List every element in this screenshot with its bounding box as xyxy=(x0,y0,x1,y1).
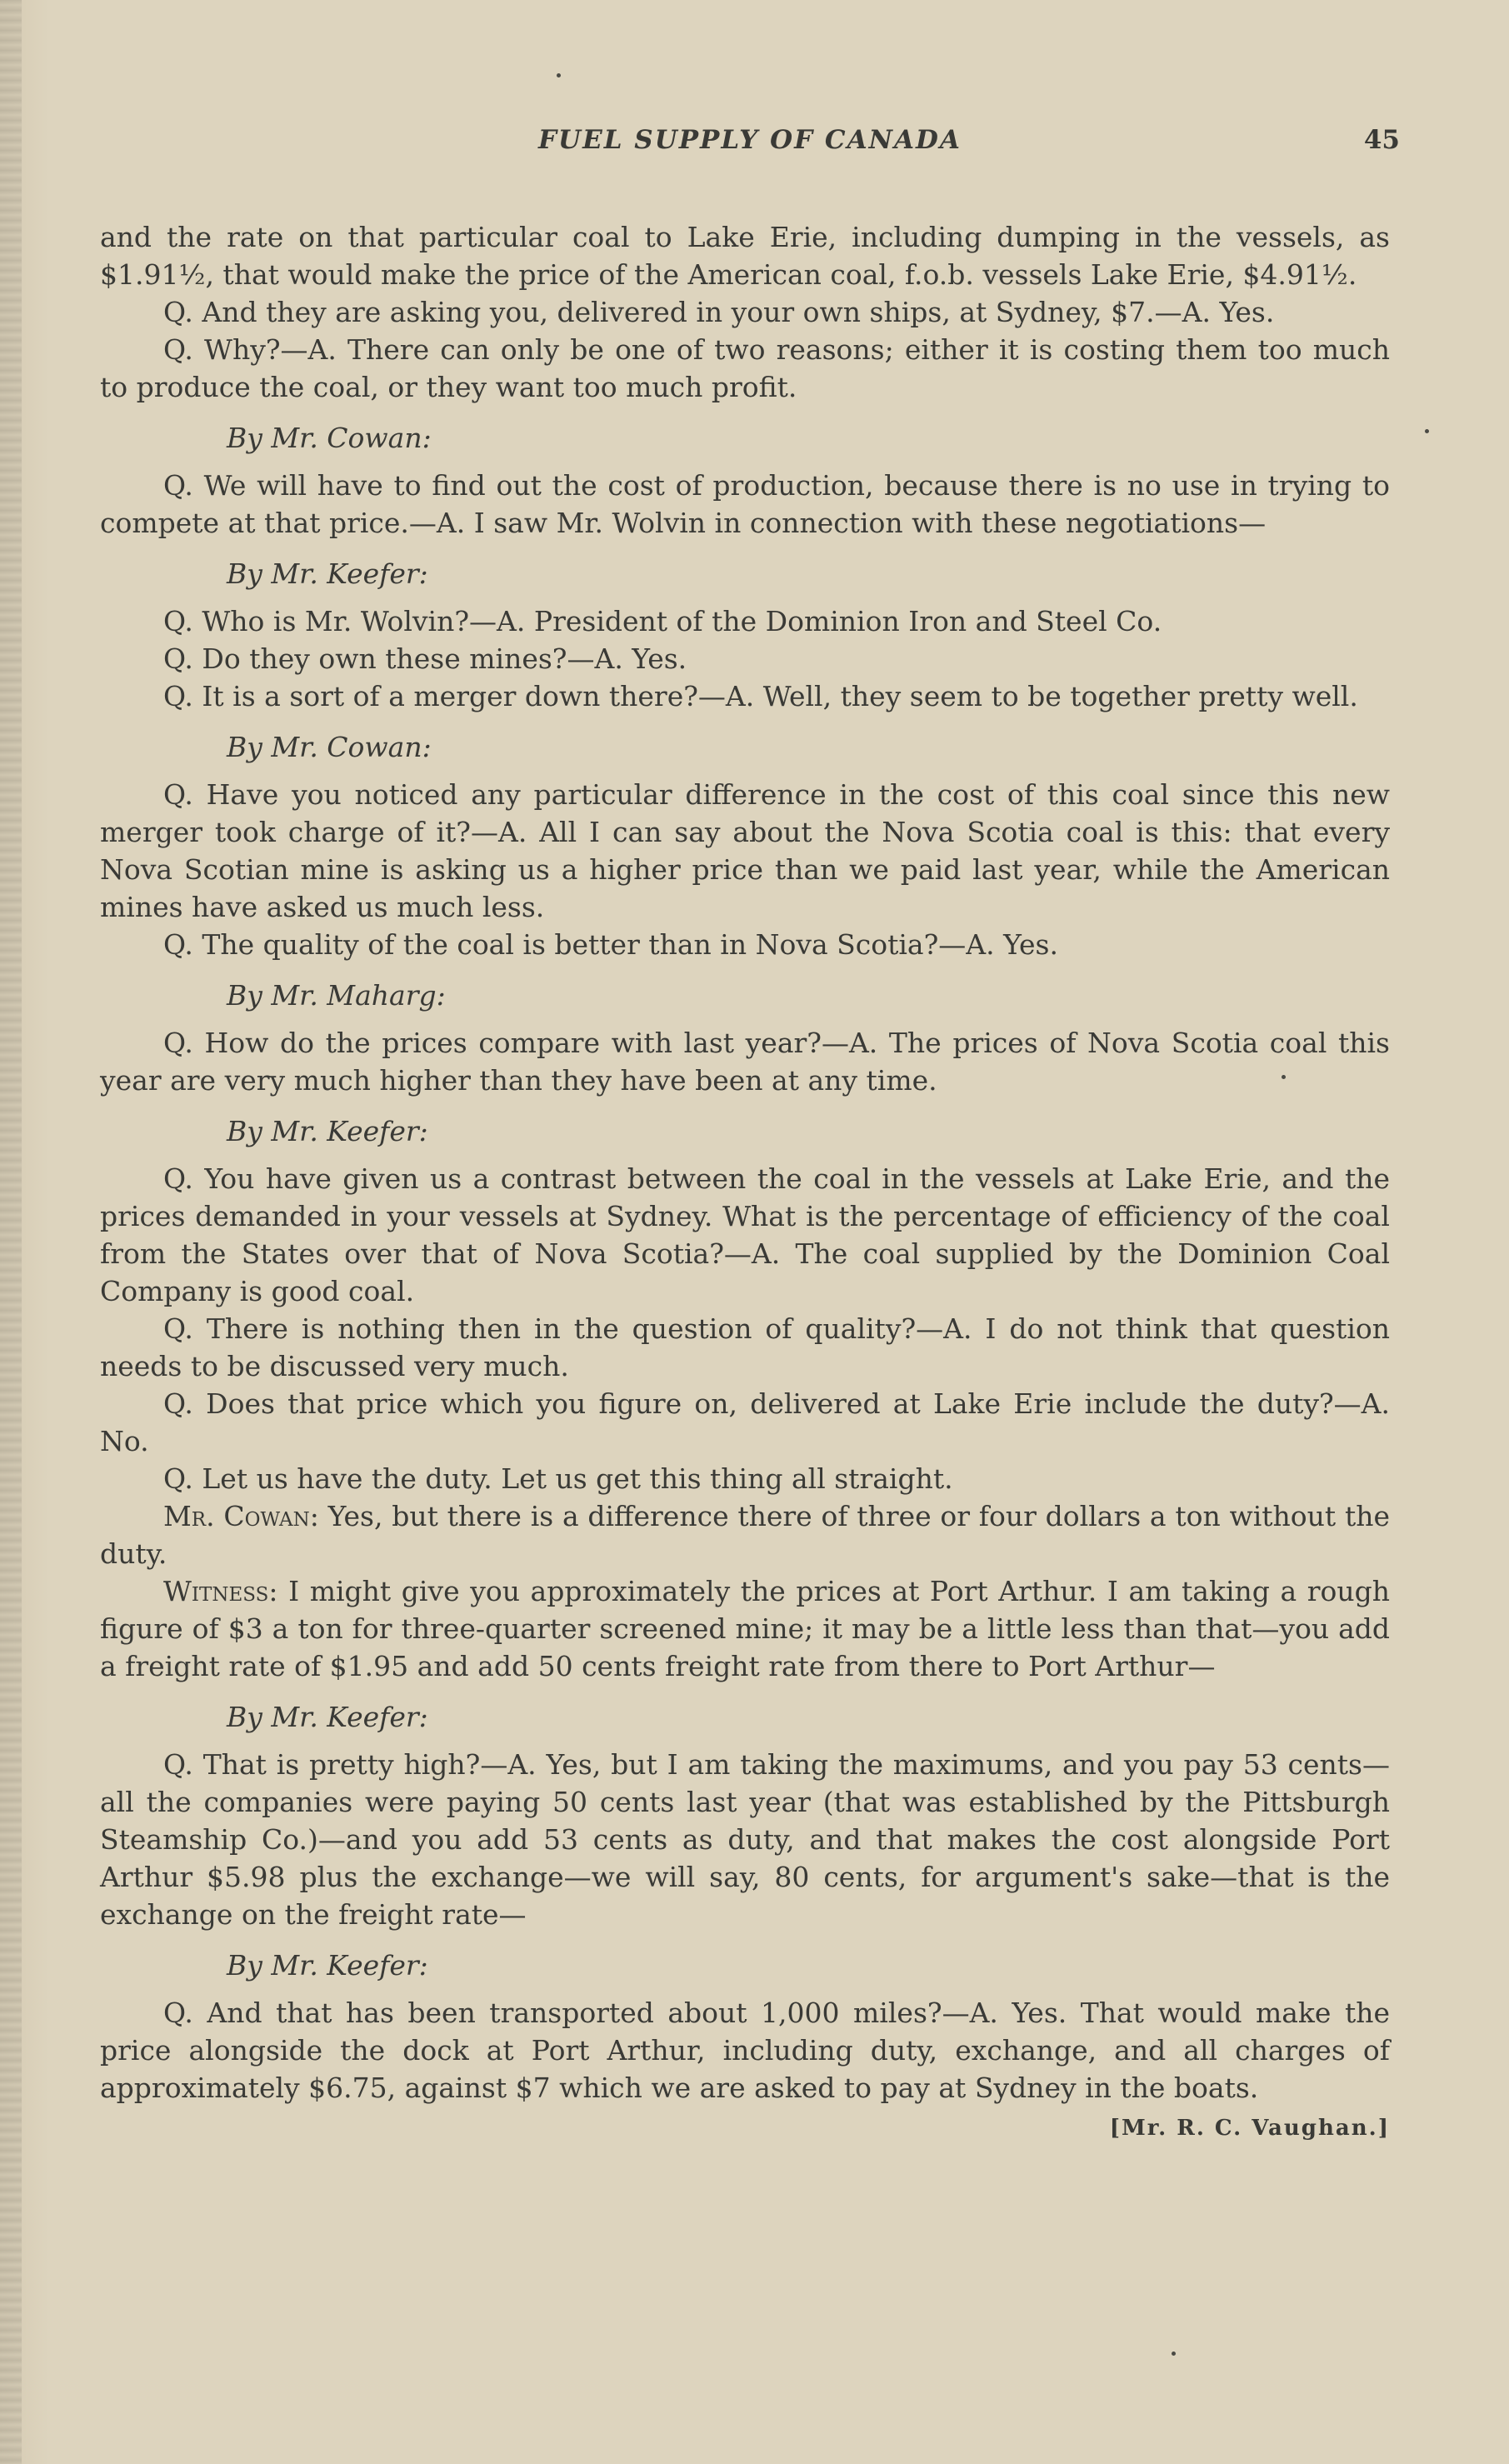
paragraph: Q. Who is Mr. Wolvin?—A. President of the Dominion Iron and Steel Co. xyxy=(163,605,1162,637)
page-title: FUEL SUPPLY OF CANADA xyxy=(538,125,962,155)
page-number: 45 xyxy=(1363,125,1400,155)
paper-speck xyxy=(1172,2352,1176,2356)
speaker-attribution: [Mr. R. C. Vaughan.] xyxy=(1109,2116,1390,2141)
examiner-heading: By Mr. Cowan: xyxy=(227,422,432,454)
paper-speck xyxy=(557,73,561,77)
paragraph: and the rate on that particular coal to Lake Erie, including dumping in the vessels, as $1.91½, that would make the price of the American coal, f.o.b. vessels Lake Erie, $4.91½. xyxy=(100,221,1390,291)
running-header xyxy=(100,125,1400,158)
speaker-paragraph xyxy=(100,1572,1390,1685)
paragraph: Q. Does that price which you figure on, delivered at Lake Erie include the duty?—A. No. xyxy=(100,1387,1390,1457)
speaker-name: Mr. Cowan: xyxy=(163,1500,319,1532)
paragraph: Q. We will have to find out the cost of production, because there is no use in trying to compete at that price.—A. I saw Mr. Wolvin in connection with these negotiations— xyxy=(100,469,1390,539)
paragraph: Q. Have you noticed any particular difference in the cost of this coal since this new merger took charge of it?—A. All I can say about the Nova Scotia coal is this: that every Nova Scotian mine is asking us a higher price than we paid last year, while the American mines have asked us much less. xyxy=(100,778,1390,923)
paragraph: Q. Do they own these mines?—A. Yes. xyxy=(163,642,687,675)
examiner-heading: By Mr. Keefer: xyxy=(227,1701,428,1733)
examiner-heading: By Mr. Cowan: xyxy=(227,731,432,763)
book-spine-edge xyxy=(0,0,22,2464)
paper-speck xyxy=(1282,1075,1286,1079)
paragraph: Q. The quality of the coal is better than in Nova Scotia?—A. Yes. xyxy=(163,928,1058,961)
paragraph: Q. Let us have the duty. Let us get this thing all straight. xyxy=(163,1462,953,1495)
examiner-heading: By Mr. Maharg: xyxy=(227,979,446,1012)
paragraph: Q. And that has been transported about 1,000 miles?—A. Yes. That would make the price alongside the dock at Port Arthur, including duty, exchange, and all charges of approximately $6.75, against $7 which we are asked to pay at Sydney in the boats. xyxy=(100,1997,1390,2104)
examiner-heading: By Mr. Keefer: xyxy=(227,557,428,590)
paragraph: Q. Why?—A. There can only be one of two reasons; either it is costing them too much to produce the coal, or they want too much profit. xyxy=(100,333,1390,403)
examiner-heading: By Mr. Keefer: xyxy=(227,1115,428,1147)
paragraph: Q. You have given us a contrast between the coal in the vessels at Lake Erie, and the prices demanded in your vessels at Sydney. What is the percentage of efficiency of the coal from the States over that of Nova Scotia?—A. The coal supplied by the Dominion Coal Company is good coal. xyxy=(100,1162,1390,1307)
paragraph: Q. And they are asking you, delivered in your own ships, at Sydney, $7.—A. Yes. xyxy=(163,296,1275,328)
paragraph: Q. How do the prices compare with last year?—A. The prices of Nova Scotia coal this year are very much higher than they have been at any time. xyxy=(100,1027,1390,1097)
paper-speck xyxy=(1425,429,1429,433)
speaker-name: Witness: xyxy=(163,1575,278,1607)
paragraph: Q. There is nothing then in the question of quality?—A. I do not think that question needs to be discussed very much. xyxy=(100,1312,1390,1382)
document-body xyxy=(100,218,1390,2147)
paragraph: Q. It is a sort of a merger down there?—A. Well, they seem to be together pretty well. xyxy=(163,680,1358,712)
speaker-text: I might give you approximately the prices at Port Arthur. I am taking a rough figure of $3 a ton for three-quarter screened mine; it may be a little less than that—you add a freight rate of $1.95 and add 50 cents freight rate from there to Port Arthur— xyxy=(100,1575,1390,1682)
speaker-text: Yes, but there is a difference there of three or four dollars a ton without the duty. xyxy=(100,1500,1390,1570)
examiner-heading: By Mr. Keefer: xyxy=(227,1949,428,1982)
speaker-paragraph xyxy=(100,1497,1390,1572)
paragraph: Q. That is pretty high?—A. Yes, but I am taking the maximums, and you pay 53 cents—all the companies were paying 50 cents last year (that was established by the Pittsburgh Steamship Co.)—and you add 53 cents as duty, and that makes the cost alongside Port Arthur $5.98 plus the exchange—we will say, 80 cents, for argument's sake—that is the exchange on the freight rate— xyxy=(100,1748,1390,1931)
